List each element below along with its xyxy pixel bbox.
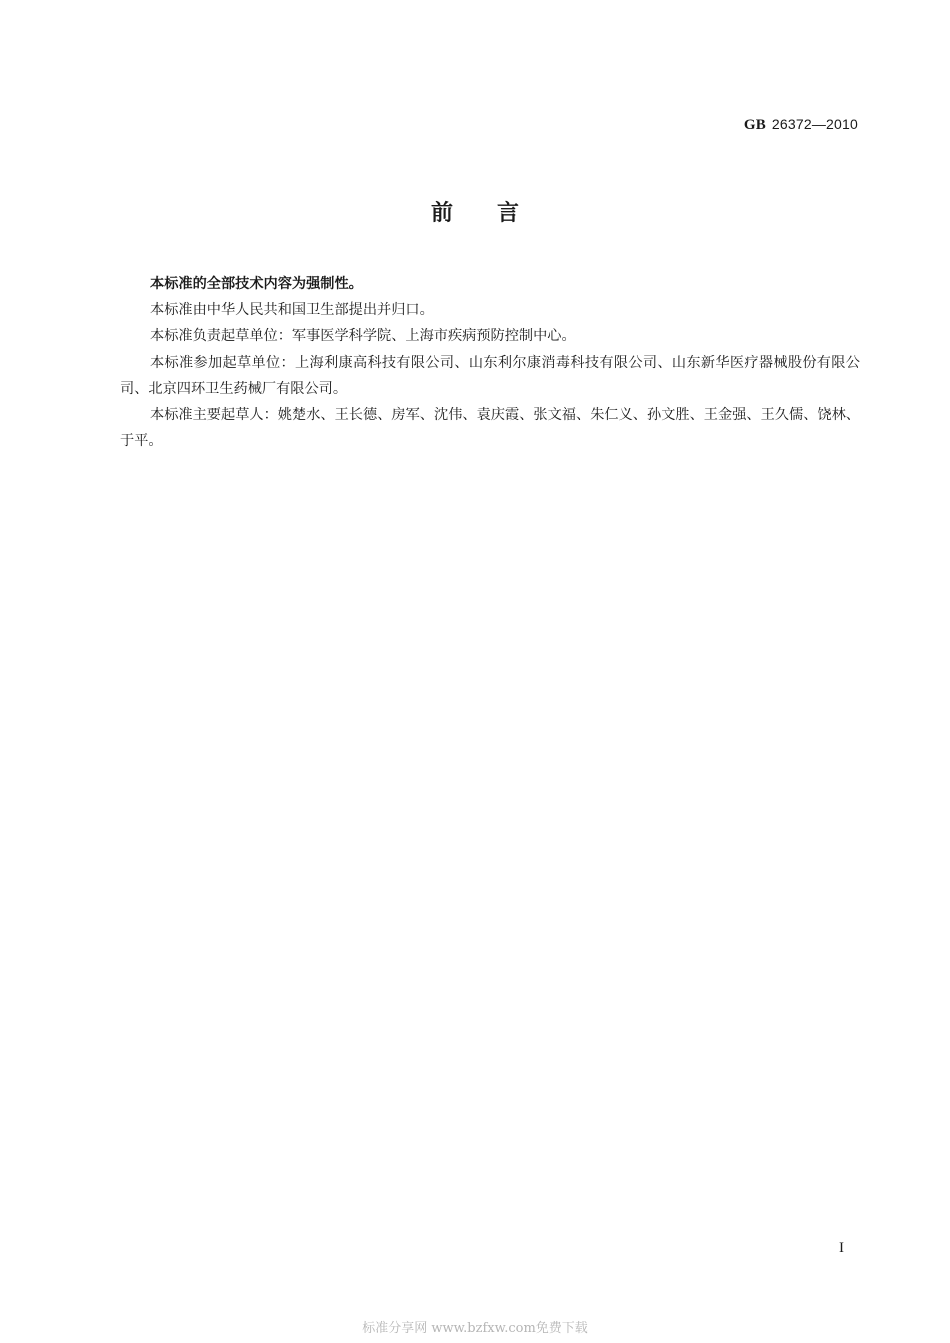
page-number: I bbox=[839, 1240, 844, 1256]
standard-code bbox=[744, 116, 858, 134]
foreword-body bbox=[120, 271, 860, 454]
paragraph-participating-drafters: 本标准参加起草单位：上海利康高科技有限公司、山东利尔康消毒科技有限公司、山东新华医疗器械股份有限公司、北京四环卫生药械厂有限公司。 bbox=[120, 354, 860, 397]
paragraph-mandatory-statement: 本标准的全部技术内容为强制性。 bbox=[150, 276, 363, 292]
paragraph-main-drafters: 本标准主要起草人：姚楚水、王长德、房军、沈伟、袁庆霞、张文福、朱仁义、孙文胜、王金强、王久儒、饶林、于平。 bbox=[120, 407, 860, 450]
standard-number: 26372—2010 bbox=[771, 116, 858, 132]
watermark: 标准分享网 www.bzfxw.com免费下载 bbox=[362, 1321, 588, 1336]
page-title: 前言 bbox=[430, 201, 563, 226]
paragraph-proposer: 本标准由中华人民共和国卫生部提出并归口。 bbox=[150, 302, 434, 319]
gb-prefix: GB bbox=[743, 117, 766, 133]
paragraph-lead-drafters: 本标准负责起草单位：军事医学科学院、上海市疾病预防控制中心。 bbox=[150, 328, 576, 345]
